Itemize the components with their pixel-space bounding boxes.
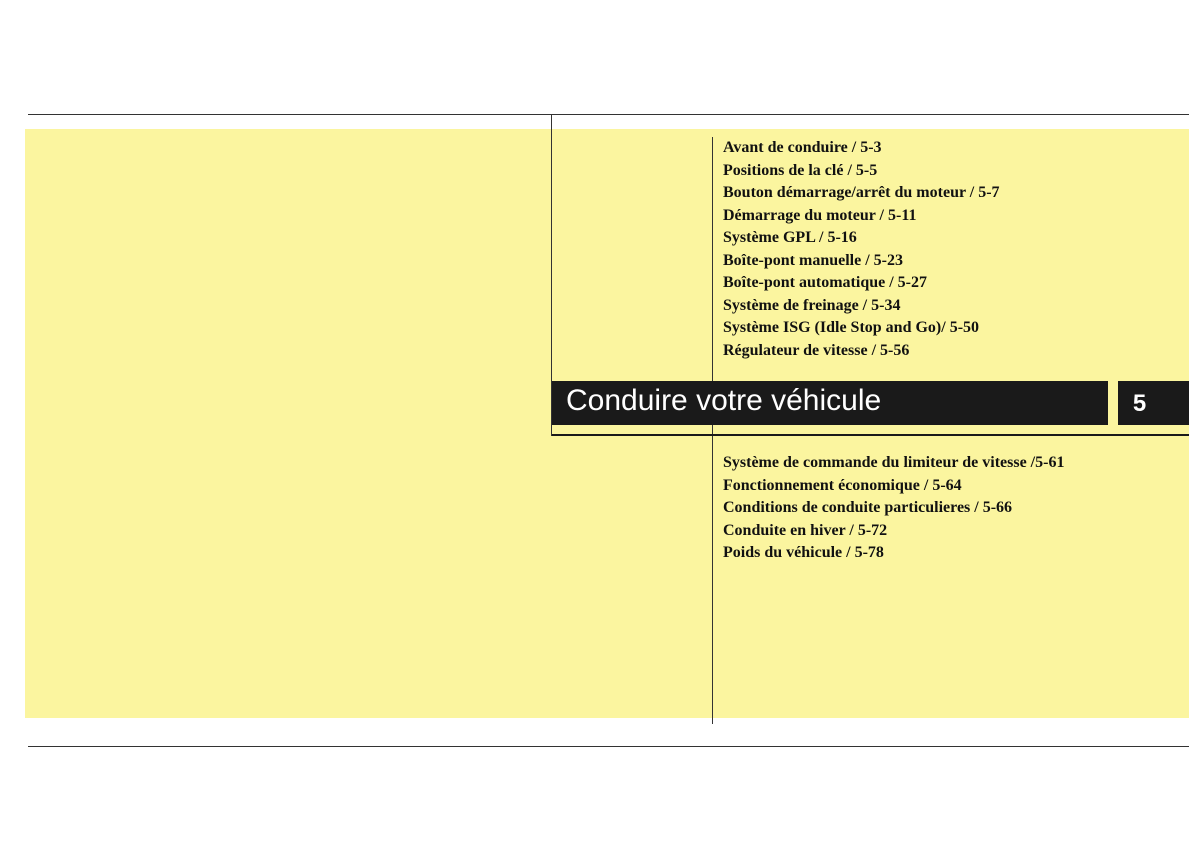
toc-item[interactable]: Conduite en hiver / 5-72 — [723, 521, 888, 539]
toc-item[interactable]: Boîte-pont automatique / 5-27 — [723, 274, 927, 291]
chapter-number: 5 — [1132, 390, 1147, 417]
toc-item[interactable]: Régulateur de vitesse / 5-56 — [723, 341, 910, 359]
header-gap — [552, 115, 1189, 129]
toc-item[interactable]: Positions de la clé / 5-5 — [723, 161, 878, 179]
toc-item[interactable]: Poids du véhicule / 5-78 — [723, 544, 884, 561]
toc-list-top — [723, 137, 1000, 362]
toc-item[interactable]: Système GPL / 5-16 — [723, 229, 857, 246]
toc-list-bottom — [723, 452, 1064, 565]
chapter-rule — [552, 434, 1189, 436]
bottom-rule — [28, 746, 1189, 747]
toc-item[interactable]: Système ISG (Idle Stop and Go)/ 5-50 — [723, 319, 980, 336]
toc-item[interactable]: Démarrage du moteur / 5-11 — [723, 206, 917, 224]
chapter-number-tab — [1118, 381, 1189, 425]
toc-item[interactable]: Avant de conduire / 5-3 — [723, 139, 882, 156]
toc-item[interactable]: Bouton démarrage/arrêt du moteur / 5-7 — [723, 184, 1000, 201]
toc-item[interactable]: Système de freinage / 5-34 — [723, 296, 901, 314]
toc-item[interactable]: Conditions de conduite particulieres / 5-66 — [723, 499, 1013, 516]
toc-item[interactable]: Système de commande du limiteur de vitesse /5-61 — [723, 454, 1065, 471]
toc-item[interactable]: Boîte-pont manuelle / 5-23 — [723, 251, 903, 269]
chapter-title: Conduire votre véhicule — [566, 384, 882, 417]
chapter-title-bar — [552, 381, 1108, 425]
toc-item[interactable]: Fonctionnement économique / 5-64 — [723, 476, 962, 494]
divider-right — [712, 137, 713, 724]
